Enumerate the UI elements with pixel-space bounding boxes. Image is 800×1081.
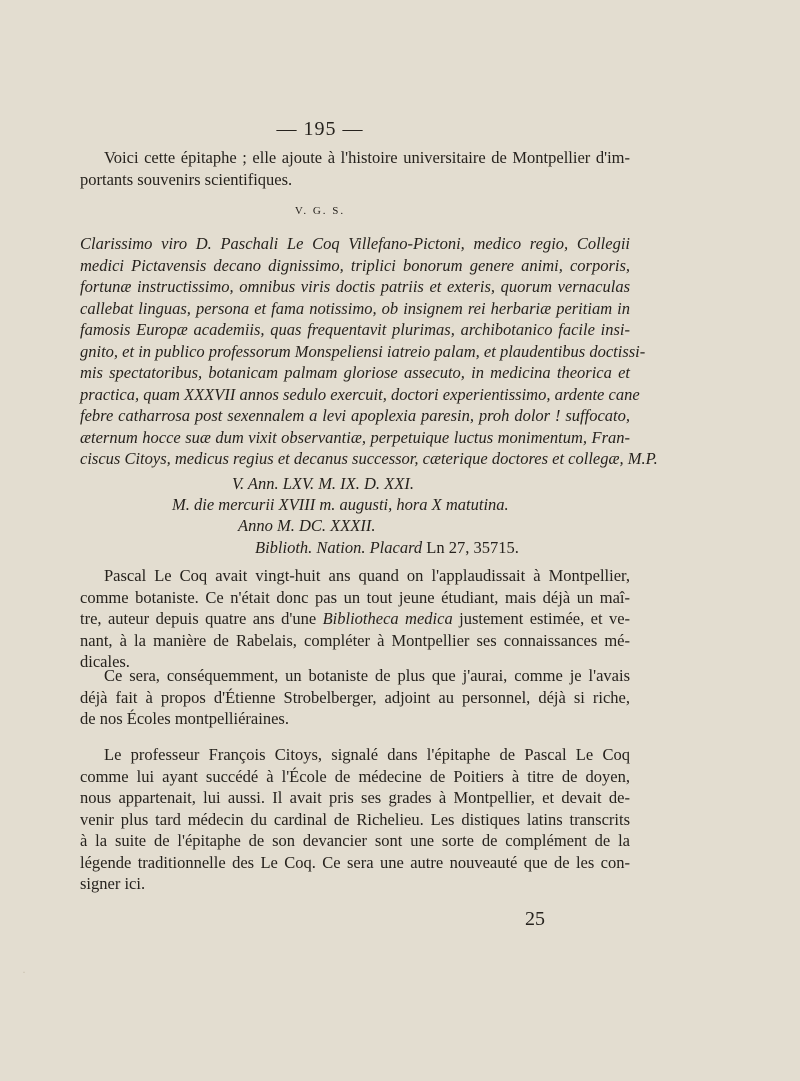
latin-line: practica, quam XXXVII annos sedulo exercuit, doctori experientissimo, ardente cane [80, 384, 640, 404]
source-ref: Ln 27, 35715. [426, 538, 519, 557]
source-prefix: Biblioth. Nation. Placard [255, 538, 423, 557]
text-fragment: justement estimée, et ve- [459, 609, 631, 628]
epitaph-date-line: Anno M. DC. XXXII. [238, 516, 376, 535]
latin-line: Clarissimo viro D. Paschali Le Coq Villefano-Pictoni, medico regio, Collegii [80, 234, 630, 253]
latin-line: famosis Europæ academiis, quas frequentavit plurimas, archibotanico facile insi- [80, 320, 630, 339]
latin-line: febre catharrosa post sexennalem a levi apoplexia paresin, proh dolor ! suffocato, [80, 406, 630, 425]
text-line: Ce sera, conséquemment, un botaniste de plus que j'aurai, comme je l'avais [104, 666, 630, 685]
text-line: de nos Écoles montpelliéraines. [80, 709, 289, 728]
page-number: — 195 — [276, 118, 364, 140]
text-fragment: tre, auteur depuis quatre ans d'une [80, 609, 317, 628]
intro-paragraph [80, 147, 630, 190]
page-blemish: · [22, 965, 26, 979]
latin-line: ciscus Citoys, medicus regius et decanus successor, cæterique doctores et collegæ, M.P. [80, 449, 658, 468]
epitaph-date-line: V. Ann. LXV. M. IX. D. XXI. [232, 474, 414, 493]
book-title: Bibliotheca medica [322, 609, 453, 628]
epitaph-date-line: M. die mercurii XVIII m. augusti, hora X matutina. [172, 495, 509, 514]
epitaph-signature: V. G. S. [294, 205, 346, 217]
text-line: dicales. [80, 652, 130, 671]
latin-line: fortunæ instructissimo, omnibus viris doctis patriis et exteris, quorum vernaculas [80, 277, 630, 296]
latin-line: æternum hocce suæ dum vixit observantiæ, perpetuique luctus monimentum, Fran- [80, 427, 630, 447]
latin-line: callebat linguas, persona et fama notissimo, ob insignem rei herbariæ peritiam in [80, 298, 630, 318]
text-line: nant, à la manière de Rabelais, compléter à Montpellier ses connaissances mé- [80, 630, 630, 650]
text-line: Voici cette épitaphe ; elle ajoute à l'histoire universitaire de Montpellier d'im- [104, 148, 630, 167]
text-line: comme lui ayant succédé à l'École de médecine de Poitiers à titre de doyen, [80, 766, 630, 786]
paragraph-botaniste [80, 665, 630, 730]
text-line: Pascal Le Coq avait vingt-huit ans quand on l'applaudissait à Montpellier, [104, 566, 630, 585]
text-line: signer ici. [80, 874, 146, 893]
text-line: Le professeur François Citoys, signalé dans l'épitaphe de Pascal Le Coq [104, 745, 630, 764]
text-line: légende traditionnelle des Le Coq. Ce sera une autre nouveauté que de les con- [80, 852, 630, 872]
signature-number: 25 [525, 908, 545, 930]
latin-line: medici Pictavensis decano dignissimo, triplici bonorum genere animi, corporis, [80, 255, 630, 275]
text-line: comme botaniste. Ce n'était donc pas un tout jeune étudiant, mais déjà un maî- [80, 587, 630, 607]
text-line: déjà fait à propos d'Étienne Strobelberger, adjoint au personnel, déjà si riche, [80, 687, 630, 707]
text-line: à la suite de l'épitaphe de son devancier sont une sorte de complément de la [80, 831, 630, 850]
text-line: nous appartenait, lui aussi. Il avait pris ses grades à Montpellier, et devait de- [80, 788, 630, 807]
text-line: portants souvenirs scientifiques. [80, 169, 293, 189]
paragraph-pascal-le-coq [80, 565, 630, 673]
latin-line: gnito, et in publico professorum Monspeliensi iatreio palam, et plaudentibus doctissi- [80, 341, 646, 361]
paragraph-citoys [80, 744, 630, 895]
latin-epitaph [80, 233, 658, 470]
latin-line: mis spectatoribus, botanicam palmam gloriose assecuto, in medicina theorica et [80, 363, 630, 382]
text-line: venir plus tard médecin du cardinal de Richelieu. Les distiques latins transcrits [80, 809, 630, 829]
source-citation [255, 537, 519, 558]
text-line [80, 608, 630, 630]
